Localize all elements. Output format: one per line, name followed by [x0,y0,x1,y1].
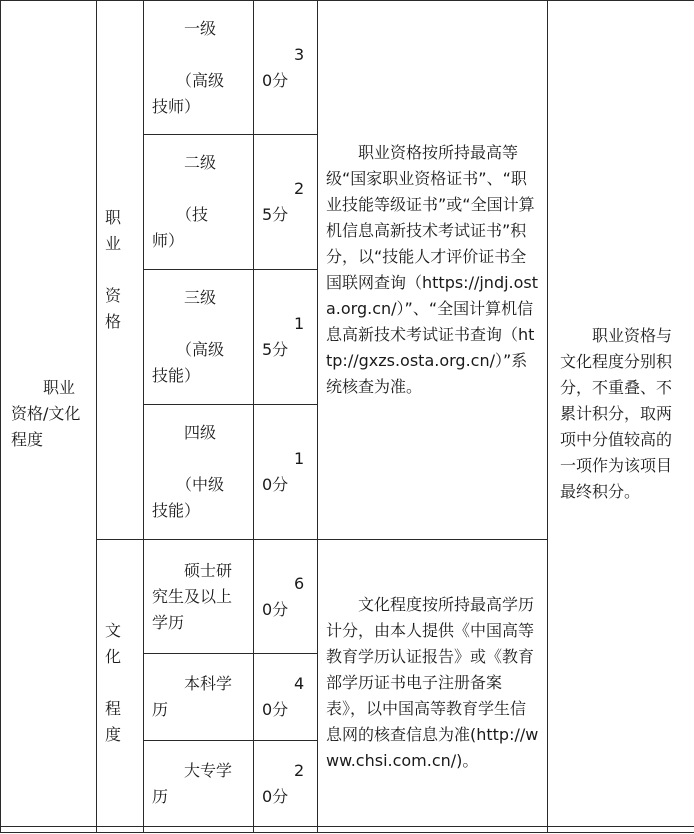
level-cell [144,270,254,405]
points-cell [254,135,318,270]
level-label: 四级 （中级 技能） [152,423,225,520]
empty-cell [254,827,318,833]
table-row-partial [1,827,694,833]
group-name-cell [97,540,144,827]
rule-cell [548,1,694,827]
empty-cell [1,827,97,833]
points-value: 2 5分 [262,179,305,224]
description-text: 文化程度按所持最高学历计分，由本人提供《中国高等教育学历认证报告》或《教育部学历证书电子注册备案表》，以中国高等教育学生信息网的核查信息为准(http://www.chsi.com.cn/)。 [326,595,539,770]
empty-cell [97,827,144,833]
level-cell [144,135,254,270]
category-cell [1,1,97,827]
points-value: 6 0分 [262,573,305,619]
description-cell [318,540,548,827]
points-cell [254,1,318,135]
points-value: 3 0分 [262,44,305,90]
points-value: 1 5分 [262,314,305,359]
rule-text: 职业资格与文化程度分别积分，不重叠、不累计积分，取两项中分值较高的一项作为该项目最终积分。 [560,325,673,501]
points-value: 2 0分 [262,760,305,806]
empty-cell [318,827,548,833]
level-label: 本科学 历 [152,674,233,719]
empty-cell [144,827,254,833]
points-value: 4 0分 [262,674,305,719]
points-value: 1 0分 [262,449,305,494]
points-cell [254,654,318,741]
level-cell [144,540,254,654]
category-label: 职业 资格/文化 程度 [11,377,81,449]
group-name: 职 业 资 格 [105,208,122,331]
level-cell [144,654,254,741]
table-row [1,1,694,135]
points-cell [254,270,318,405]
points-cell [254,405,318,540]
level-cell [144,405,254,540]
empty-cell [548,827,694,833]
description-text: 职业资格按所持最高等级“国家职业资格证书”、“职业技能等级证书”或“全国计算机信息高新技术考试证书”积分，以“技能人才评价证书全国联网查询（https://jndj.osta.org.cn/）”、“全国计算机信息高新技术考试证书查询（http://gxzs.osta.org.cn/）”系统核查为准。 [326,143,539,396]
level-label: 硕士研 究生及以上 学历 [152,560,233,632]
description-cell [318,1,548,540]
level-cell [144,1,254,135]
level-label: 大专学 历 [152,760,233,806]
points-cell [254,741,318,827]
level-cell [144,741,254,827]
level-label: 二级 （技 师） [152,153,217,250]
level-label: 一级 （高级 技师） [152,18,225,116]
group-name-cell [97,1,144,540]
points-cell [254,540,318,654]
group-name: 文 化 程 度 [105,621,122,744]
level-label: 三级 （高级 技能） [152,288,225,385]
